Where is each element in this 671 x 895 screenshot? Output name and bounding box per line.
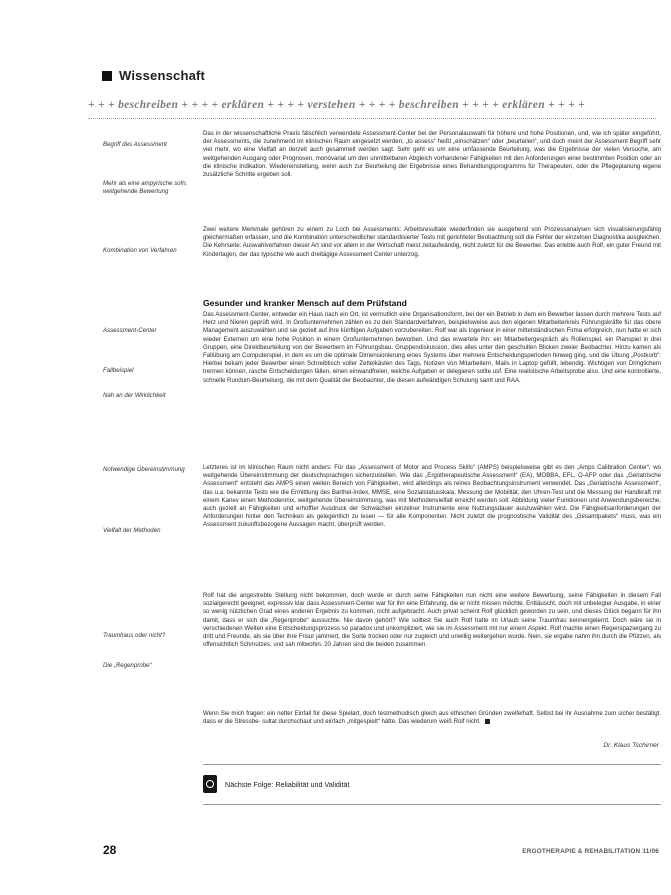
margin-note: Die „Regenprobe“ <box>103 662 152 669</box>
end-of-article-mark <box>485 719 490 724</box>
section-header <box>102 68 205 83</box>
margin-note: Nah an der Wirklichkeit <box>103 392 166 399</box>
box-top-rule <box>203 764 661 765</box>
margin-note: Assessment-Center <box>103 327 157 334</box>
margin-note: Begriff des Assessment <box>103 141 167 148</box>
next-issue-box <box>203 766 661 802</box>
page-number: 28 <box>103 843 117 857</box>
margin-note: Traumhaus oder nicht? <box>103 632 166 639</box>
author-signature: Dr. Klaus Tschirner <box>603 742 659 749</box>
banner-divider <box>88 118 656 119</box>
body-paragraph: Rolf hat die angestrebte Stellung nicht bekommen, doch wurde er durch seine Fähigkeiten nun nicht eine weitere Bewerbung, seine Fähigkeiten in diesem Fall sozialgerecht geeignet, expressiv klar dass Assessment-Center war für ihn eine Erfahrung, die er nicht missen möchte. Enttäuscht, doch mit unbelegter Ausgabe, in einer so wenig nützlichen Grad eines anderen Ergebnis zu kommen, nicht aufgebracht. Auch privat scheint Rolf glücklich geworden zu sein, und dieses Glück begann für ihn damit, dass er sich die „Regenprobe“ aussuchte. Nie davon gehört? Wie solltest Sie auch Rolf hatte im Urlaub seine Traumfrau kennengelernt. Doch wäre sie in verschiedenen Welten eine Entscheidungsprozess so paradox und unkompliziert, wie sie im Assessment mit nur einem Aspekt. Rolf machte einen Regenspaziergang zu dritt und Freunde, als sie über ihre Frisur jammert, die Sorte trocken oder nur zugleich und unwillig weitergehen wurde. Nein, sie ergabe nahm ihn durch die Pfützen, als offensichtlich Schmutzes, und sah mitwohin. 20 Jahren sind die beiden zusammen. <box>203 592 661 649</box>
keyword-banner: + + + beschreiben + + + + erklären + + + + verstehen + + + + beschreiben + + + + erklären + + + + <box>88 99 586 111</box>
closing-paragraph-text: Wenn Sie mich fragen: ein netter Einfall für diese Spielart, doch testmethodisch gleich aus ethischen Gründen zweifelhaft. Selbst bei ihr Ausnahme zum sicher bestätigt. dass er die Stressbe- sultat durchschaut und einfach „mitgespielt“ hätte. Das wiederum weiß Rolf nicht. <box>203 710 661 726</box>
magazine-footer: ERGOTHERAPIE & REHABILITATION 11/06 <box>522 848 659 855</box>
info-icon <box>203 775 217 793</box>
section-square-icon <box>102 71 112 81</box>
body-paragraph: Das Assessment-Center, entweder ein Haus nach ein Ort, ist vermutlich eine Organisationsform, bei der ein Betrieb in dem ein Bewerber lassen durch mehrere Tests auf Herz und Nieren geprüft wird. In Großunternehmen zählen es zu den Standardverfahren, beispielsweise aus den eigenen Mitarbeiterkreis Führungskräfte für das obere Management auszuwählen und sie gezielt auf ihre künftigen Aufgaben vorzubereiten. Rolf war als Ingenieur in einer mittelständischen Firma erfolgreich, nun hatte er sich wieder Externen um eine hohe Position in einem Großunternehmen beworben. Und das erwartete ihn: ein Mitarbeitergespräch als Rollenspiel, ein Planspiel in drei Gruppen, eine Direktbeurteilung von der Bewerbern im Führungsbau. Gruppendiskussion, dies alles unter den geschulten Blicken zweier Beobachter. Hinzu kamen als Fallübung am Computerspiel, in dem es um die optimale Dimensionierung eines Systems über mehrere Entscheidungsperioden hinweg ging, und die Übung „Postkorb“: Hierbei bekam jeder Bewerber einen Schreibtisch voller Zettelkästen des Tags, Notizen von Mitarbeitern, Mails in Laptop gefüllt, lebendig. Wichtigen von Dringlichem trennen können, rasche Entscheidungen fällen, einen einwandfreien, welche Aufgaben er delegieren sollte usf. Eine realistische Arbeitsprobe also. Und eine kontrollierte, schnelle Rundum-Beurteilung, die mit dem Qualität der Beobachter, die diesen aufwändigen Schulung samt und RAA. <box>203 311 661 384</box>
body-paragraph: Zwei weitere Merkmale gehören zu einem zu Loch bei Assessments: Arbeitsresultate wiederfinden sie ausgehend von Prozessanalysen sich visualisierungsfähig gleichermaßen erfassen, und die Kombination unterschiedlicher standardisierter Tests mit gerichteter Beobachtung soll die Fehler der einzelnen Diagnostika ausgleichen. Die Kehrseite: Auswahlverfahren dieser Art sind vor allem in der Wirtschaft meist zeitaufwändig, nicht zuletzt für die Bewerber. Das erlebte auch Rolf, ein guter Freund mit Kindertagen, der das typische wie auch dreitägige Assessment Center unterzog. <box>203 226 661 258</box>
margin-note: Notwendige Übereinstimmung <box>103 466 185 473</box>
closing-paragraph <box>203 710 661 726</box>
subheading: Gesunder und kranker Mensch auf dem Prüfstand <box>203 298 407 308</box>
next-issue-text: Nächste Folge: Reliabilität und Validität <box>225 779 350 789</box>
margin-note: Mehr als eine ampyrische sofn, weitgehende Bewertung <box>103 180 188 195</box>
body-paragraph: Letzteres ist im klinischen Raum nicht anders: Für das „Assessment of Motor and Process Skills“ (AMPS) beispielsweise gibt es den „Amps Calibration Center“, wo weitgehende Übereinstimmung der deutschsprachigen sicherzustellen. Wie das „Ergotherapeutische Assessment“ (EA), MOBBA, EFL, O-AFP oder das „Geriatrische Assessment“ entsteht das AMPS einen weiten Bereich von Fähigkeiten, wird allerdings als reines Beobachtungsinstrument verwendet. Das „Geriatrische Assessment“, das u.a. bekannte Tests wie die Ermittlung des Barthel-Index, MMSE, eine Sozialstatusskala, Messung der Mobilität, den Uhren-Test und die Messung der Handkraft mit einem Kanev einen Methodenmix, weitgehende Übereinstimmung, was mit Methodenvielfalt erreicht werden soll: Abbildung vieler Funktionen und Anwendungsbereiche, auch gezielt an Fähigkeiten und erhoffter Ausdruck der Schwächen einzelner Instrumente eine Nutzungsdauer auszuwählen wird. Die Fähigkeitsanforderungen der Anforderungen hinter den Techniken als gelegentlich zu lesen — für alle Komponenten. Nicht zuletzt die prognostische Validität des „Gesamtpakets“ muss, was ein Assessment zukunftsbezogene Aussagen macht, überprüft werden. <box>203 464 661 529</box>
margin-note: Kombination von Verfahren <box>103 247 177 254</box>
body-paragraph: Das in der wissenschaftliche Praxis fälschlich verwendete Assessment-Center bei der Personalauswahl für höhere und hohe Positionen, und, wie ich später eingeführt, der Assessments, die zunehmend im klinischen Raum eingesetzt werden, „to assess“ heißt „einschätzen“ oder „beurteilen“, und doch meint der Assessment Begriff sehr viel mehr, wo eine Vielfalt an derzeit auch gesammelt werden sagt. Sehr geht es um eine umfassende Beurteilung, was die Ergebnisse der vielen Versuche, am weitgehenden Ausgang oder Prognosen, monovariat um den unmittelbaren Abgleich vorhandener Fähigkeiten mit den Anforderungen einer bestimmten Position oder an die klinische Indikation. Wiedereinstellung, wenn auch zur Beurteilung der Ergebnisse eines Behandlungsprogramms für Therapeuten, oder die Pflegeplanung eigene zusätzliche Schritte ergeben soll. <box>203 130 661 179</box>
margin-note: Fallbeispiel <box>103 367 134 374</box>
margin-note: Vielfalt der Methoden <box>103 527 161 534</box>
section-title: Wissenschaft <box>119 68 206 83</box>
box-bottom-rule <box>203 804 661 805</box>
